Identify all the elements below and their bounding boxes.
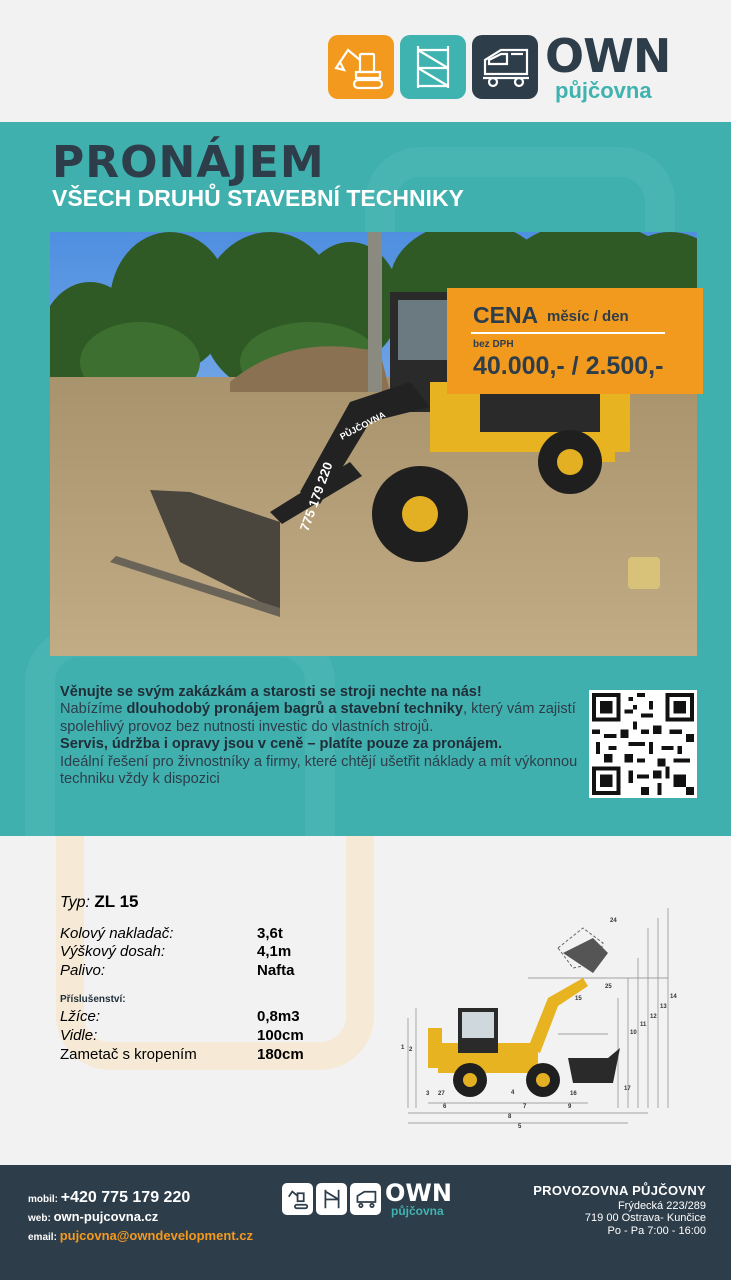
- svg-text:1: 1: [401, 1045, 405, 1051]
- truck-icon: [472, 35, 538, 99]
- price-period: měsíc / den: [547, 308, 629, 325]
- page-title: PRONÁJEM: [52, 137, 325, 188]
- accessory-label: Zametač s kropením: [60, 1046, 197, 1063]
- svg-text:12: 12: [650, 1014, 657, 1020]
- brand-logo: [545, 29, 671, 103]
- desc-line3: Servis, údržba i opravy jsou v ceně – platíte pouze za pronájem.: [60, 736, 503, 753]
- accessory-value: 180cm: [257, 1046, 304, 1063]
- svg-text:11: 11: [640, 1022, 647, 1028]
- desc-line2c: , který vám zajistí spolehlivý provoz bez nutnosti investic do vlastních strojů.: [60, 701, 576, 735]
- contact-info: [28, 1189, 253, 1246]
- qr-code[interactable]: [589, 690, 697, 798]
- loader-diagram: [398, 908, 698, 1128]
- page-subtitle: VŠECH DRUHŮ STAVEBNÍ TECHNIKY: [52, 185, 464, 211]
- truck-icon: [350, 1183, 381, 1215]
- svg-text:13: 13: [660, 1004, 667, 1010]
- office-address2: 719 00 Ostrava- Kunčice: [584, 1212, 706, 1224]
- accessory-value: 100cm: [257, 1027, 304, 1044]
- brand-name: OWN: [545, 29, 671, 83]
- brand-sub: půjčovna: [555, 78, 652, 103]
- svg-text:27: 27: [438, 1091, 445, 1097]
- scaffold-icon: [400, 35, 466, 99]
- desc-line2b: dlouhodobý pronájem bagrů a stavební techniky: [126, 701, 464, 718]
- scaffold-icon: [316, 1183, 347, 1215]
- office-title: PROVOZOVNA PŮJČOVNY: [533, 1183, 706, 1198]
- svg-text:25: 25: [605, 984, 612, 990]
- price-value: 40.000,- / 2.500,-: [473, 352, 664, 380]
- price-note: bez DPH: [473, 339, 514, 350]
- excavator-icon: [282, 1183, 313, 1215]
- footer: [0, 1165, 731, 1280]
- spec-value: 4,1m: [257, 943, 292, 960]
- price-divider: [471, 332, 665, 334]
- spec-label: Palivo:: [60, 962, 106, 979]
- svg-text:16: 16: [570, 1091, 577, 1097]
- web-link[interactable]: own-pujcovna.cz: [53, 1209, 159, 1224]
- desc-line4: Ideální řešení pro živnostníky a firmy, které chtějí ušetřit náklady a mít výkonnou techniku vždy k dispozici: [60, 753, 578, 788]
- svg-text:5: 5: [518, 1124, 522, 1128]
- email-label: email:: [28, 1232, 57, 1243]
- excavator-icon: [328, 35, 394, 99]
- header: [0, 0, 731, 122]
- mobile-link[interactable]: +420 775 179 220: [60, 1189, 191, 1206]
- office-address1: Frýdecká 223/289: [617, 1199, 706, 1212]
- hero-section: [0, 122, 731, 836]
- footer-brand-name: OWN: [385, 1179, 452, 1207]
- office-info: [533, 1185, 706, 1237]
- footer-brand: [385, 1181, 452, 1217]
- machine-brand: PŮJČOVNA: [338, 409, 388, 442]
- accessory-value: 0,8m3: [257, 1008, 300, 1025]
- svg-text:4: 4: [511, 1090, 515, 1096]
- accessories-title: Příslušenství:: [60, 994, 126, 1005]
- desc-line1: Věnujte se svým zakázkám a starosti se stroji nechte na nás!: [60, 684, 482, 700]
- email-link[interactable]: pujcovna@owndevelopment.cz: [59, 1228, 253, 1243]
- svg-text:2: 2: [409, 1047, 413, 1053]
- svg-text:10: 10: [630, 1030, 637, 1036]
- svg-text:9: 9: [568, 1104, 572, 1110]
- logo-icons: [328, 35, 538, 99]
- spec-value: 3,6t: [257, 925, 283, 942]
- specs-section: [0, 836, 731, 1165]
- svg-text:6: 6: [443, 1104, 447, 1110]
- machine-type: [60, 892, 138, 912]
- spec-value: Nafta: [257, 962, 295, 979]
- svg-text:3: 3: [426, 1091, 430, 1097]
- office-hours: Po - Pa 7:00 - 16:00: [607, 1224, 706, 1237]
- mobile-label: mobil:: [28, 1194, 58, 1205]
- machine-phone: 775 179 220: [296, 459, 336, 534]
- footer-logo-icons: [282, 1183, 381, 1215]
- desc-line2a: Nabízíme: [60, 701, 127, 718]
- svg-text:17: 17: [624, 1086, 631, 1092]
- web-label: web:: [28, 1213, 51, 1224]
- svg-text:14: 14: [670, 994, 677, 1000]
- accessory-label: Vidle:: [60, 1027, 98, 1044]
- type-value: ZL 15: [94, 892, 139, 911]
- spec-label: Výškový dosah:: [60, 943, 166, 960]
- accessory-label: Lžíce:: [60, 1008, 101, 1025]
- svg-text:8: 8: [508, 1114, 512, 1120]
- type-label: Typ:: [60, 894, 90, 911]
- price-label: CENA: [473, 302, 539, 328]
- svg-text:15: 15: [575, 996, 582, 1002]
- footer-brand-sub: půjčovna: [391, 1204, 444, 1218]
- svg-text:24: 24: [610, 918, 617, 924]
- price-box: [447, 288, 703, 394]
- spec-label: Kolový nakladač:: [60, 925, 174, 942]
- description: [60, 684, 580, 788]
- svg-text:7: 7: [523, 1104, 527, 1110]
